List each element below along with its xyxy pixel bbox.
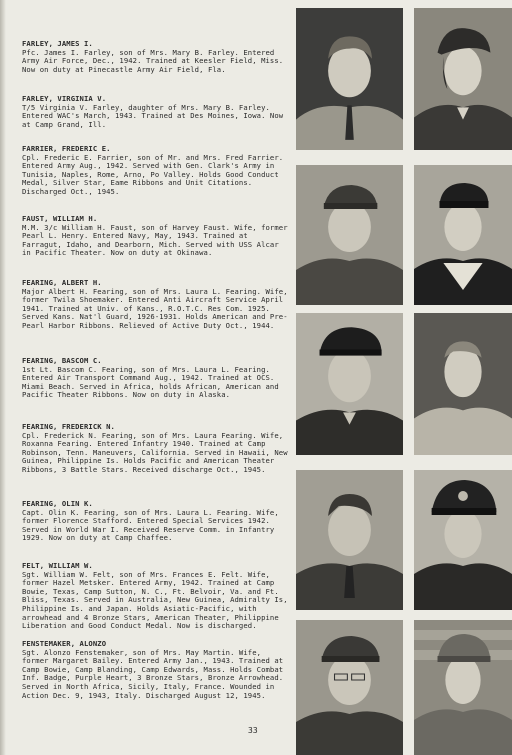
portrait-photo <box>296 620 403 755</box>
entry-name: FENSTEMAKER, ALONZO <box>22 639 107 648</box>
entry-farley-virginia <box>22 95 290 129</box>
entry-name: FEARING, ALBERT H. <box>22 278 102 287</box>
entry-fearing-frederick <box>22 423 290 475</box>
entry-name: FARRIER, FREDERIC E. <box>22 144 111 153</box>
page-number: 33 <box>248 726 258 735</box>
portrait-photo <box>414 620 512 755</box>
entry-farrier-frederic <box>22 145 290 197</box>
entry-text: Sgt. William W. Felt, son of Mrs. Frances E. Felt. Wife, former Hazel Metsker. Entered Army, 1942. Trained at Camp Bowie, Texas, Camp Sutton, N. C., Ft. Belvoir, Va. and Ft. Bliss, Texas. Served in Australia, New Guinea, Admiralty Is, Philippine Is. and Japan. Holds Asiatic-Pacific, with arrowhead and 4 Bronze Stars, American Theater, Philippine Liberation and Good Conduct Medal. Now is discharged. <box>22 569 288 631</box>
entry-fearing-albert <box>22 279 290 331</box>
entry-felt-william <box>22 562 290 631</box>
binding-shadow <box>0 0 6 755</box>
portrait-photo <box>414 470 512 610</box>
entry-text: T/5 Virginia V. Farley, daughter of Mrs. Mary B. Farley. Entered WAC's March, 1943. Trained at Des Moines, Iowa. Now at Camp Grand, Ill. <box>22 102 284 129</box>
portrait-photo <box>296 470 403 610</box>
entry-text: Major Albert H. Fearing, son of Mrs. Laura L. Fearing. Wife, former Twila Shoemaker. Entered Anti Aircraft Service April 1941. Trained at Univ. of Kans., R.O.T.C. Res Com. 1925. Served Kans. Nat'l Guard, 1926-1931. Holds American and Pre-Pearl Harbor Ribbons. Relieved of Active Duty Oct., 1944. <box>22 286 288 330</box>
portrait-photo <box>296 8 403 150</box>
portrait-photo <box>414 8 512 150</box>
entry-farley-james <box>22 40 290 74</box>
entry-text: M.M. 3/c William H. Faust, son of Harvey Faust. Wife, former Pearl L. Henry. Entered Navy, May, 1943. Trained at Farragut, Idaho, and Dearborn, Mich. Served with USS Alcar in Pacific Theater. Now on duty at Okinawa. <box>22 222 288 258</box>
entry-text: Pfc. James I. Farley, son of Mrs. Mary B. Farley. Entered Army Air Force, Dec., 1942. Trained at Keesler Field, Miss. Now on duty at Pinecastle Army Air Field, Fla. <box>22 47 284 74</box>
entry-fenstemaker-alonzo <box>22 640 290 700</box>
entry-text: Capt. Olin K. Fearing, son of Mrs. Laura L. Fearing. Wife, former Florence Stafford. Entered Special Services 1942. Served in World War I. Received Reserve Comm. in Infantry 1929. Now on duty at Camp Chaffee. <box>22 507 279 543</box>
entry-text: Cpl. Frederick N. Fearing, son of Mrs. Laura Fearing. Wife, Roxanna Fearing. Entered Infantry 1940. Trained at Camp Robinson, Tenn. Maneuvers, California. Served in Hawaii, New Guinea, Philippine Is. Holds Pacific and American Theater Ribbons, 3 Battle Stars. Received discharge Oct., 1945. <box>22 430 288 474</box>
entry-name: FEARING, FREDERICK N. <box>22 422 115 431</box>
portrait-photo <box>296 165 403 305</box>
entry-text: Sgt. Alonzo Fenstemaker, son of Mrs. May Martin. Wife, former Margaret Bailey. Entered Army Jan., 1943. Trained at Camp Bowie, Camp Blanding, Camp Edwards, Mass. Holds Combat Inf. Badge, Purple Heart, 3 Bronze Stars, Bronze Arrowhead. Served in North Africa, Sicily, Italy, France. Wounded in Action Dec. 9, 1943, Italy. Discharged August 12, 1945. <box>22 647 284 700</box>
portrait-photo <box>414 165 512 305</box>
entry-fearing-bascom <box>22 357 290 400</box>
entry-name: FAUST, WILLIAM H. <box>22 214 98 223</box>
portrait-photo <box>296 313 403 455</box>
entry-faust-william <box>22 215 290 258</box>
entry-fearing-olin <box>22 500 290 543</box>
entry-name: FEARING, BASCOM C. <box>22 356 102 365</box>
entry-text: 1st Lt. Bascom C. Fearing, son of Mrs. Laura L. Fearing. Entered Air Transport Command Aug., 1942. Trained at OCS. Miami Beach. Served in Africa, holds African, American and Pacific Theater Ribbons. Now on duty in Alaska. <box>22 364 279 400</box>
portrait-photo <box>414 313 512 455</box>
entry-name: FELT, WILLIAM W. <box>22 561 93 570</box>
entry-name: FARLEY, JAMES I. <box>22 39 93 48</box>
entry-name: FEARING, OLIN K. <box>22 499 93 508</box>
entry-name: FARLEY, VIRGINIA V. <box>22 94 107 103</box>
entry-text: Cpl. Frederic E. Farrier, son of Mr. and Mrs. Fred Farrier. Entered Army Aug., 1942. Served with Gen. Clark's Army in Tunisia, Naples, Rome, Arno, Po Valley. Holds Good Conduct Medal, Silver Star, Eame Ribbons and Unit Citations. Discharged Oct., 1945. <box>22 152 284 196</box>
